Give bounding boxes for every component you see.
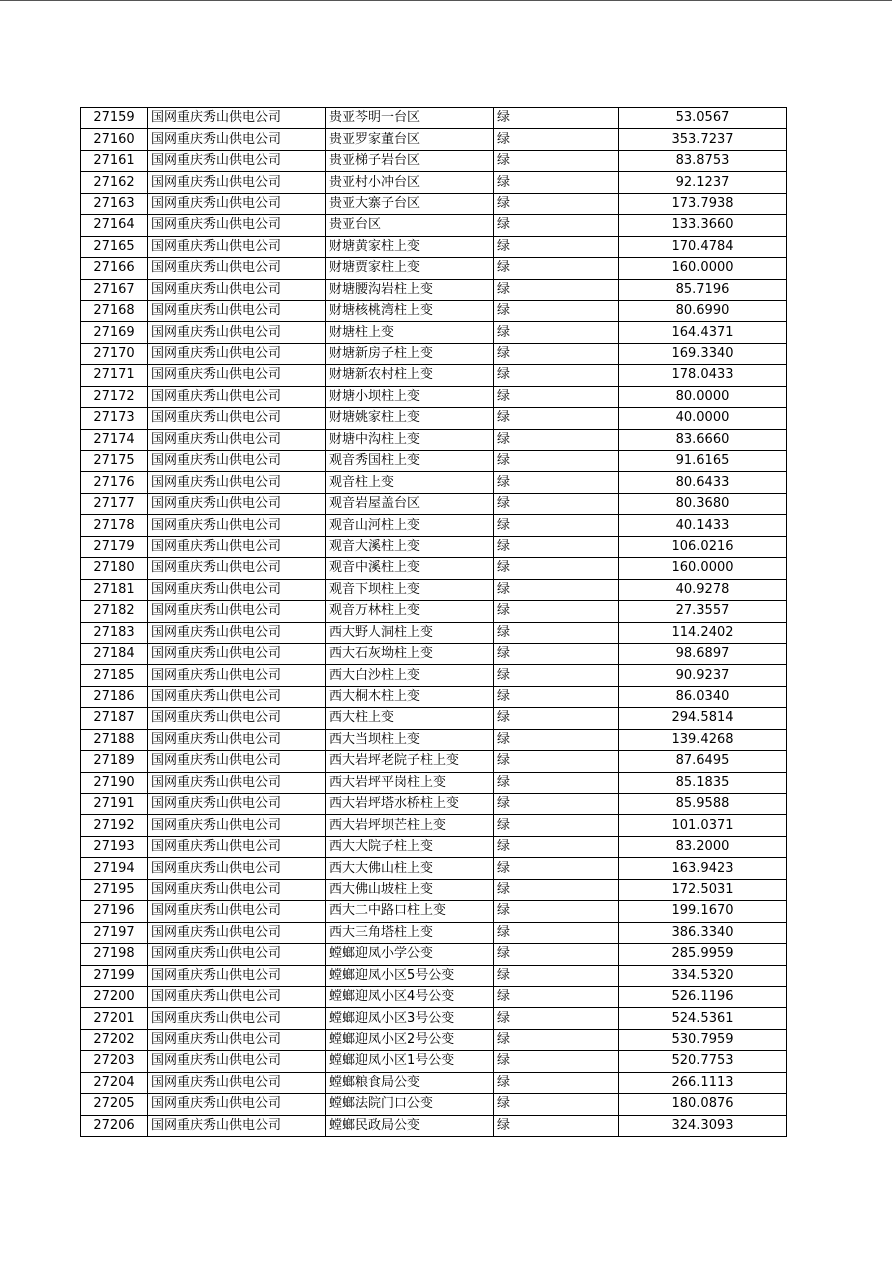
company-cell: 国网重庆秀山供电公司: [148, 150, 326, 171]
table-row: [81, 601, 787, 622]
status-cell: 绿: [494, 429, 619, 450]
value-cell: 87.6495: [619, 751, 787, 772]
table-row: [81, 1072, 787, 1093]
value-cell: 266.1113: [619, 1072, 787, 1093]
company-cell: 国网重庆秀山供电公司: [148, 622, 326, 643]
company-cell: 国网重庆秀山供电公司: [148, 772, 326, 793]
row-id-cell: 27193: [81, 836, 148, 857]
value-cell: 106.0216: [619, 536, 787, 557]
status-cell: 绿: [494, 579, 619, 600]
table-row: [81, 236, 787, 257]
value-cell: 164.4371: [619, 322, 787, 343]
row-id-cell: 27202: [81, 1029, 148, 1050]
status-cell: 绿: [494, 686, 619, 707]
company-cell: 国网重庆秀山供电公司: [148, 858, 326, 879]
status-cell: 绿: [494, 408, 619, 429]
value-cell: 520.7753: [619, 1051, 787, 1072]
station-name-cell: 西大柱上变: [326, 708, 494, 729]
row-id-cell: 27201: [81, 1008, 148, 1029]
table-row: [81, 1008, 787, 1029]
station-name-cell: 财塘新农村柱上变: [326, 365, 494, 386]
status-cell: 绿: [494, 215, 619, 236]
value-cell: 80.3680: [619, 493, 787, 514]
station-name-cell: 螳螂迎凤小区1号公变: [326, 1051, 494, 1072]
status-cell: 绿: [494, 643, 619, 664]
station-name-cell: 观音秀国柱上变: [326, 451, 494, 472]
value-cell: 294.5814: [619, 708, 787, 729]
row-id-cell: 27197: [81, 922, 148, 943]
table-row: [81, 386, 787, 407]
row-id-cell: 27162: [81, 172, 148, 193]
status-cell: 绿: [494, 922, 619, 943]
company-cell: 国网重庆秀山供电公司: [148, 1051, 326, 1072]
status-cell: 绿: [494, 751, 619, 772]
value-cell: 139.4268: [619, 729, 787, 750]
company-cell: 国网重庆秀山供电公司: [148, 815, 326, 836]
company-cell: 国网重庆秀山供电公司: [148, 386, 326, 407]
table-row: [81, 622, 787, 643]
station-name-cell: 贵亚芩明一台区: [326, 108, 494, 129]
company-cell: 国网重庆秀山供电公司: [148, 322, 326, 343]
status-cell: 绿: [494, 279, 619, 300]
station-name-cell: 财塘腰沟岩柱上变: [326, 279, 494, 300]
table-row: [81, 751, 787, 772]
row-id-cell: 27184: [81, 643, 148, 664]
station-name-cell: 西大岩坪老院子柱上变: [326, 751, 494, 772]
station-name-cell: 西大大院子柱上变: [326, 836, 494, 857]
company-cell: 国网重庆秀山供电公司: [148, 129, 326, 150]
value-cell: 386.3340: [619, 922, 787, 943]
row-id-cell: 27206: [81, 1115, 148, 1136]
row-id-cell: 27182: [81, 601, 148, 622]
value-cell: 86.0340: [619, 686, 787, 707]
station-name-cell: 螳螂迎凤小学公变: [326, 944, 494, 965]
value-cell: 334.5320: [619, 965, 787, 986]
station-name-cell: 财塘柱上变: [326, 322, 494, 343]
value-cell: 114.2402: [619, 622, 787, 643]
station-name-cell: 财塘贾家柱上变: [326, 258, 494, 279]
table-row: [81, 922, 787, 943]
value-cell: 83.8753: [619, 150, 787, 171]
value-cell: 27.3557: [619, 601, 787, 622]
company-cell: 国网重庆秀山供电公司: [148, 408, 326, 429]
status-cell: 绿: [494, 879, 619, 900]
station-name-cell: 螳螂迎凤小区4号公变: [326, 986, 494, 1007]
company-cell: 国网重庆秀山供电公司: [148, 643, 326, 664]
value-cell: 90.9237: [619, 665, 787, 686]
value-cell: 285.9959: [619, 944, 787, 965]
station-name-cell: 财塘小坝柱上变: [326, 386, 494, 407]
row-id-cell: 27160: [81, 129, 148, 150]
row-id-cell: 27188: [81, 729, 148, 750]
row-id-cell: 27194: [81, 858, 148, 879]
value-cell: 85.1835: [619, 772, 787, 793]
status-cell: 绿: [494, 986, 619, 1007]
status-cell: 绿: [494, 1115, 619, 1136]
status-cell: 绿: [494, 386, 619, 407]
status-cell: 绿: [494, 258, 619, 279]
station-name-cell: 观音中溪柱上变: [326, 558, 494, 579]
row-id-cell: 27200: [81, 986, 148, 1007]
company-cell: 国网重庆秀山供电公司: [148, 193, 326, 214]
status-cell: 绿: [494, 150, 619, 171]
company-cell: 国网重庆秀山供电公司: [148, 493, 326, 514]
row-id-cell: 27179: [81, 536, 148, 557]
value-cell: 83.2000: [619, 836, 787, 857]
status-cell: 绿: [494, 1094, 619, 1115]
station-name-cell: 螳螂粮食局公变: [326, 1072, 494, 1093]
row-id-cell: 27169: [81, 322, 148, 343]
company-cell: 国网重庆秀山供电公司: [148, 215, 326, 236]
company-cell: 国网重庆秀山供电公司: [148, 708, 326, 729]
station-name-cell: 财塘核桃湾柱上变: [326, 300, 494, 321]
table-row: [81, 1115, 787, 1136]
station-name-cell: 观音大溪柱上变: [326, 536, 494, 557]
table-row: [81, 429, 787, 450]
status-cell: 绿: [494, 129, 619, 150]
row-id-cell: 27175: [81, 451, 148, 472]
value-cell: 40.1433: [619, 515, 787, 536]
table-row: [81, 558, 787, 579]
table-row: [81, 451, 787, 472]
company-cell: 国网重庆秀山供电公司: [148, 451, 326, 472]
table-row: [81, 279, 787, 300]
status-cell: 绿: [494, 858, 619, 879]
company-cell: 国网重庆秀山供电公司: [148, 922, 326, 943]
row-id-cell: 27204: [81, 1072, 148, 1093]
company-cell: 国网重庆秀山供电公司: [148, 279, 326, 300]
status-cell: 绿: [494, 1072, 619, 1093]
value-cell: 98.6897: [619, 643, 787, 664]
company-cell: 国网重庆秀山供电公司: [148, 944, 326, 965]
status-cell: 绿: [494, 451, 619, 472]
company-cell: 国网重庆秀山供电公司: [148, 300, 326, 321]
table-row: [81, 365, 787, 386]
table-row: [81, 408, 787, 429]
value-cell: 85.9588: [619, 794, 787, 815]
row-id-cell: 27177: [81, 493, 148, 514]
row-id-cell: 27199: [81, 965, 148, 986]
table-row: [81, 150, 787, 171]
table-row: [81, 901, 787, 922]
station-name-cell: 财塘黄家柱上变: [326, 236, 494, 257]
value-cell: 180.0876: [619, 1094, 787, 1115]
company-cell: 国网重庆秀山供电公司: [148, 836, 326, 857]
value-cell: 80.6990: [619, 300, 787, 321]
company-cell: 国网重庆秀山供电公司: [148, 536, 326, 557]
row-id-cell: 27187: [81, 708, 148, 729]
value-cell: 92.1237: [619, 172, 787, 193]
row-id-cell: 27165: [81, 236, 148, 257]
table-row: [81, 536, 787, 557]
station-name-cell: 西大桐木柱上变: [326, 686, 494, 707]
value-cell: 163.9423: [619, 858, 787, 879]
status-cell: 绿: [494, 1008, 619, 1029]
status-cell: 绿: [494, 665, 619, 686]
row-id-cell: 27168: [81, 300, 148, 321]
data-table: [80, 107, 787, 1137]
row-id-cell: 27164: [81, 215, 148, 236]
row-id-cell: 27205: [81, 1094, 148, 1115]
row-id-cell: 27195: [81, 879, 148, 900]
table-row: [81, 729, 787, 750]
value-cell: 80.0000: [619, 386, 787, 407]
company-cell: 国网重庆秀山供电公司: [148, 108, 326, 129]
status-cell: 绿: [494, 794, 619, 815]
company-cell: 国网重庆秀山供电公司: [148, 794, 326, 815]
status-cell: 绿: [494, 515, 619, 536]
status-cell: 绿: [494, 365, 619, 386]
status-cell: 绿: [494, 108, 619, 129]
company-cell: 国网重庆秀山供电公司: [148, 579, 326, 600]
status-cell: 绿: [494, 772, 619, 793]
value-cell: 80.6433: [619, 472, 787, 493]
row-id-cell: 27159: [81, 108, 148, 129]
table-row: [81, 258, 787, 279]
station-name-cell: 西大三角塔柱上变: [326, 922, 494, 943]
station-name-cell: 观音岩屋盖台区: [326, 493, 494, 514]
row-id-cell: 27176: [81, 472, 148, 493]
company-cell: 国网重庆秀山供电公司: [148, 515, 326, 536]
company-cell: 国网重庆秀山供电公司: [148, 365, 326, 386]
row-id-cell: 27166: [81, 258, 148, 279]
status-cell: 绿: [494, 172, 619, 193]
station-name-cell: 贵亚村小冲台区: [326, 172, 494, 193]
row-id-cell: 27191: [81, 794, 148, 815]
station-name-cell: 西大大佛山柱上变: [326, 858, 494, 879]
table-row: [81, 772, 787, 793]
row-id-cell: 27173: [81, 408, 148, 429]
table-row: [81, 944, 787, 965]
value-cell: 526.1196: [619, 986, 787, 1007]
table-body: [81, 108, 787, 1137]
company-cell: 国网重庆秀山供电公司: [148, 1029, 326, 1050]
status-cell: 绿: [494, 901, 619, 922]
status-cell: 绿: [494, 193, 619, 214]
status-cell: 绿: [494, 300, 619, 321]
table-row: [81, 322, 787, 343]
station-name-cell: 西大岩坪平岗柱上变: [326, 772, 494, 793]
table-row: [81, 665, 787, 686]
row-id-cell: 27185: [81, 665, 148, 686]
status-cell: 绿: [494, 322, 619, 343]
value-cell: 133.3660: [619, 215, 787, 236]
company-cell: 国网重庆秀山供电公司: [148, 558, 326, 579]
row-id-cell: 27167: [81, 279, 148, 300]
table-row: [81, 215, 787, 236]
status-cell: 绿: [494, 729, 619, 750]
company-cell: 国网重庆秀山供电公司: [148, 686, 326, 707]
row-id-cell: 27190: [81, 772, 148, 793]
table-row: [81, 858, 787, 879]
station-name-cell: 观音柱上变: [326, 472, 494, 493]
company-cell: 国网重庆秀山供电公司: [148, 751, 326, 772]
value-cell: 160.0000: [619, 558, 787, 579]
page-top-rule: [0, 0, 892, 1]
row-id-cell: 27203: [81, 1051, 148, 1072]
table-row: [81, 129, 787, 150]
company-cell: 国网重庆秀山供电公司: [148, 172, 326, 193]
value-cell: 160.0000: [619, 258, 787, 279]
table-row: [81, 193, 787, 214]
status-cell: 绿: [494, 472, 619, 493]
station-name-cell: 螳螂民政局公变: [326, 1115, 494, 1136]
company-cell: 国网重庆秀山供电公司: [148, 965, 326, 986]
table-row: [81, 172, 787, 193]
value-cell: 178.0433: [619, 365, 787, 386]
table-row: [81, 815, 787, 836]
status-cell: 绿: [494, 836, 619, 857]
status-cell: 绿: [494, 622, 619, 643]
status-cell: 绿: [494, 1029, 619, 1050]
value-cell: 40.9278: [619, 579, 787, 600]
station-name-cell: 观音山河柱上变: [326, 515, 494, 536]
table-row: [81, 472, 787, 493]
company-cell: 国网重庆秀山供电公司: [148, 901, 326, 922]
value-cell: 83.6660: [619, 429, 787, 450]
status-cell: 绿: [494, 965, 619, 986]
row-id-cell: 27196: [81, 901, 148, 922]
station-name-cell: 西大当坝柱上变: [326, 729, 494, 750]
status-cell: 绿: [494, 1051, 619, 1072]
company-cell: 国网重庆秀山供电公司: [148, 236, 326, 257]
status-cell: 绿: [494, 536, 619, 557]
station-name-cell: 财塘新房子柱上变: [326, 343, 494, 364]
company-cell: 国网重庆秀山供电公司: [148, 343, 326, 364]
station-name-cell: 观音万林柱上变: [326, 601, 494, 622]
company-cell: 国网重庆秀山供电公司: [148, 258, 326, 279]
station-name-cell: 螳螂迎凤小区5号公变: [326, 965, 494, 986]
station-name-cell: 西大二中路口柱上变: [326, 901, 494, 922]
row-id-cell: 27174: [81, 429, 148, 450]
station-name-cell: 观音下坝柱上变: [326, 579, 494, 600]
company-cell: 国网重庆秀山供电公司: [148, 1115, 326, 1136]
station-name-cell: 西大岩坪坝芒柱上变: [326, 815, 494, 836]
table-row: [81, 1029, 787, 1050]
value-cell: 170.4784: [619, 236, 787, 257]
row-id-cell: 27170: [81, 343, 148, 364]
station-name-cell: 贵亚台区: [326, 215, 494, 236]
station-name-cell: 财塘姚家柱上变: [326, 408, 494, 429]
table-row: [81, 300, 787, 321]
table-row: [81, 343, 787, 364]
status-cell: 绿: [494, 708, 619, 729]
table-row: [81, 108, 787, 129]
company-cell: 国网重庆秀山供电公司: [148, 1094, 326, 1115]
value-cell: 91.6165: [619, 451, 787, 472]
row-id-cell: 27161: [81, 150, 148, 171]
value-cell: 173.7938: [619, 193, 787, 214]
value-cell: 101.0371: [619, 815, 787, 836]
company-cell: 国网重庆秀山供电公司: [148, 601, 326, 622]
row-id-cell: 27180: [81, 558, 148, 579]
table-row: [81, 515, 787, 536]
row-id-cell: 27171: [81, 365, 148, 386]
row-id-cell: 27186: [81, 686, 148, 707]
company-cell: 国网重庆秀山供电公司: [148, 1008, 326, 1029]
station-name-cell: 西大岩坪塔水桥柱上变: [326, 794, 494, 815]
table-row: [81, 686, 787, 707]
row-id-cell: 27181: [81, 579, 148, 600]
value-cell: 85.7196: [619, 279, 787, 300]
table-row: [81, 493, 787, 514]
station-name-cell: 西大白沙柱上变: [326, 665, 494, 686]
company-cell: 国网重庆秀山供电公司: [148, 879, 326, 900]
table-row: [81, 1051, 787, 1072]
status-cell: 绿: [494, 236, 619, 257]
value-cell: 199.1670: [619, 901, 787, 922]
table-row: [81, 794, 787, 815]
table-row: [81, 986, 787, 1007]
company-cell: 国网重庆秀山供电公司: [148, 429, 326, 450]
station-name-cell: 贵亚罗家董台区: [326, 129, 494, 150]
row-id-cell: 27192: [81, 815, 148, 836]
table-row: [81, 643, 787, 664]
status-cell: 绿: [494, 601, 619, 622]
station-name-cell: 西大野人洞柱上变: [326, 622, 494, 643]
table-row: [81, 965, 787, 986]
table-row: [81, 1094, 787, 1115]
value-cell: 530.7959: [619, 1029, 787, 1050]
value-cell: 524.5361: [619, 1008, 787, 1029]
station-name-cell: 贵亚大寨子台区: [326, 193, 494, 214]
company-cell: 国网重庆秀山供电公司: [148, 665, 326, 686]
status-cell: 绿: [494, 343, 619, 364]
row-id-cell: 27172: [81, 386, 148, 407]
station-name-cell: 螳螂法院门口公变: [326, 1094, 494, 1115]
value-cell: 40.0000: [619, 408, 787, 429]
station-name-cell: 螳螂迎凤小区2号公变: [326, 1029, 494, 1050]
company-cell: 国网重庆秀山供电公司: [148, 1072, 326, 1093]
row-id-cell: 27178: [81, 515, 148, 536]
status-cell: 绿: [494, 558, 619, 579]
table-row: [81, 708, 787, 729]
value-cell: 353.7237: [619, 129, 787, 150]
row-id-cell: 27189: [81, 751, 148, 772]
status-cell: 绿: [494, 815, 619, 836]
table-row: [81, 836, 787, 857]
station-name-cell: 西大佛山坡柱上变: [326, 879, 494, 900]
company-cell: 国网重庆秀山供电公司: [148, 472, 326, 493]
row-id-cell: 27198: [81, 944, 148, 965]
station-name-cell: 贵亚梯子岩台区: [326, 150, 494, 171]
table-row: [81, 879, 787, 900]
table-row: [81, 579, 787, 600]
row-id-cell: 27183: [81, 622, 148, 643]
company-cell: 国网重庆秀山供电公司: [148, 986, 326, 1007]
status-cell: 绿: [494, 493, 619, 514]
status-cell: 绿: [494, 944, 619, 965]
value-cell: 53.0567: [619, 108, 787, 129]
company-cell: 国网重庆秀山供电公司: [148, 729, 326, 750]
station-name-cell: 西大石灰坳柱上变: [326, 643, 494, 664]
value-cell: 324.3093: [619, 1115, 787, 1136]
row-id-cell: 27163: [81, 193, 148, 214]
value-cell: 172.5031: [619, 879, 787, 900]
station-name-cell: 螳螂迎凤小区3号公变: [326, 1008, 494, 1029]
station-name-cell: 财塘中沟柱上变: [326, 429, 494, 450]
value-cell: 169.3340: [619, 343, 787, 364]
